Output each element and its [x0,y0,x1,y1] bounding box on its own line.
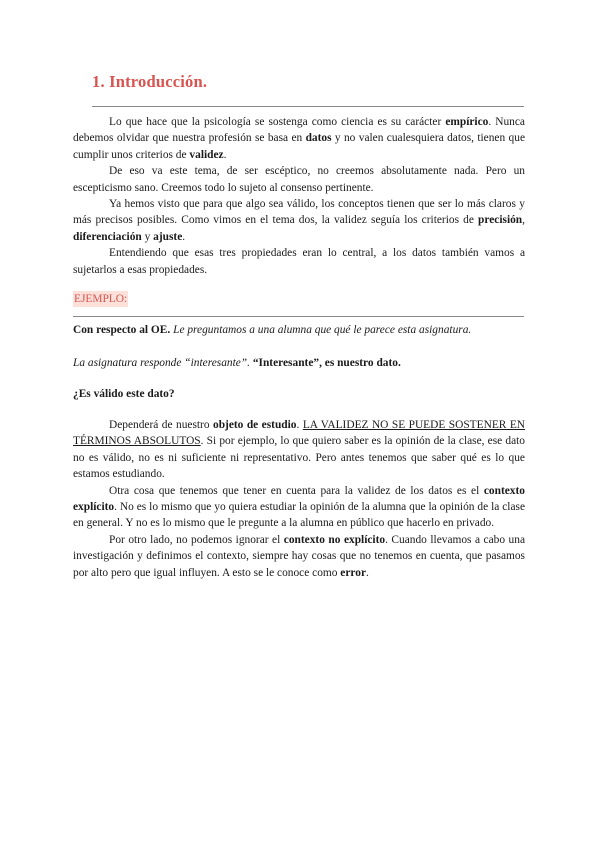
intro-paragraph-1: Lo que hace que la psicología se sostenga como ciencia es su carácter empírico. Nunca debemos olvidar que nuestra profesión se basa en datos y no valen cualesquiera datos, tienen que cumplir unos criterios de validez. [73,116,526,161]
intro-paragraph-4: Entendiendo que esas tres propiedades eran lo central, a los datos también vamos a sujetarlos a esas propiedades. [73,247,525,276]
intro-paragraph-2: De eso va este tema, de ser escéptico, no creemos absolutamente nada. Pero un escepticismo sano. Creemos todo lo sujeto al consenso pertinente. [73,165,525,194]
intro-paragraph-3: Ya hemos visto que para que algo sea válido, los conceptos tienen que ser lo más claros y más precisos posibles. Como vimos en el tema dos, la validez seguía los criterios de precisión, diferenciación y ajuste. [73,198,525,243]
section-heading: 1. Introducción. [92,72,208,91]
example-line-2: La asignatura responde “interesante”. “Interesante”, es nuestro dato. [73,357,401,369]
example-line-1: Con respecto al OE. Le preguntamos a una alumna que qué le parece esta asignatura. [73,324,472,336]
example-divider [73,316,524,317]
example-question: ¿Es válido este dato? [73,388,175,400]
body-paragraph-2: Otra cosa que tenemos que tener en cuenta para la validez de los datos es el contexto explícito. No es lo mismo que yo quiera estudiar la opinión de la alumna que la opinión de la clase en general. Y no es lo mismo que le pregunte a la alumna en público que hacerlo en privado. [73,484,525,530]
heading-divider [92,106,524,107]
body-paragraph-1: Dependerá de nuestro objeto de estudio. LA VALIDEZ NO SE PUEDE SOSTENER EN TÉRMINOS ABSOLUTOS. Si por ejemplo, lo que quiero saber es la opinión de la clase, ese dato no es válido, no es ni suficiente ni representativo. Pero antes tenemos que saber qué es lo que estamos estudiando. [73,419,526,481]
intro-text [73,114,525,278]
body-text [73,417,525,581]
body-paragraph-3: Por otro lado, no podemos ignorar el contexto no explícito. Cuando llevamos a cabo una investigación y definimos el contexto, siempre hay cosas que no tenemos en cuenta, que pasamos por alto pero que igual influyen. A esto se le conoce como error. [73,533,526,579]
example-label: EJEMPLO: [74,293,128,305]
